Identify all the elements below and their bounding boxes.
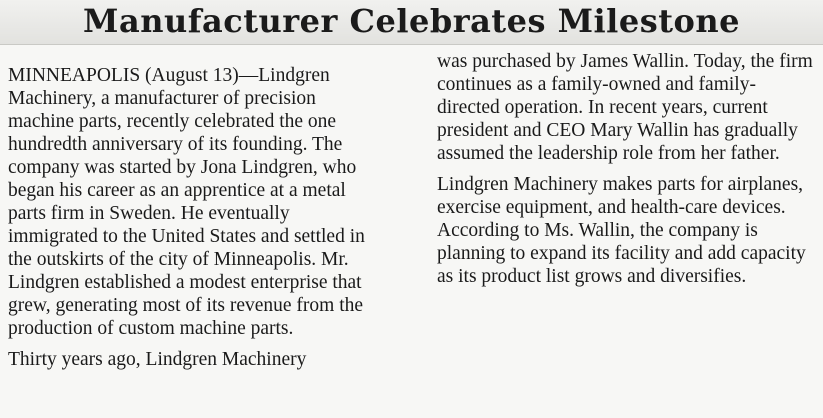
- article-column-left: [8, 64, 383, 371]
- paragraph: MINNEAPOLIS (August 13)—Lindgren Machinery, a manufacturer of precision machine parts, recently celebrated the one hundredth anniversary of its founding. The company was started by Jona Lindgren, who began his career as an apprentice at a metal parts firm in Sweden. He eventually immigrated to the United States and settled in the outskirts of the city of Minneapolis. Mr. Lindgren established a modest enterprise that grew, generating most of its revenue from the production of custom machine parts.: [8, 65, 365, 339]
- paragraph: was purchased by James Wallin. Today, the firm continues as a family-owned and family-directed operation. In recent years, current president and CEO Mary Wallin has gradually assumed the leadership role from her father.: [437, 51, 813, 164]
- paragraph: Thirty years ago, Lindgren Machinery: [8, 349, 307, 370]
- paragraph: Lindgren Machinery makes parts for airplanes, exercise equipment, and health-care devices. According to Ms. Wallin, the company is planning to expand its facility and add capacity as its product list grows and diversifies.: [437, 174, 806, 287]
- article-column-right: [437, 50, 813, 371]
- headline: Manufacturer Celebrates Milestone: [83, 2, 740, 40]
- headline-bar: [0, 0, 823, 45]
- article-body: [8, 51, 813, 371]
